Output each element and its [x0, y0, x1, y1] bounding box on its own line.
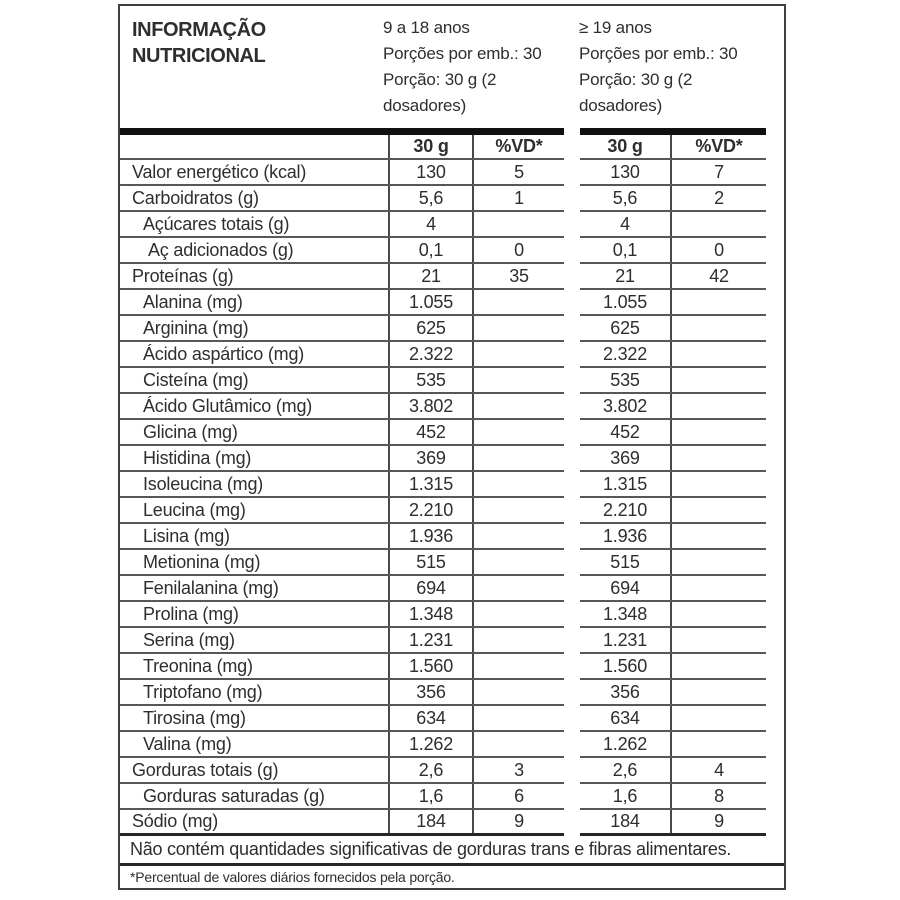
- amount-cell-group2: 2.322: [602, 343, 648, 364]
- dv-cell-group1: [472, 212, 564, 236]
- dv-cell-group2: [670, 316, 766, 340]
- table-row: [120, 628, 784, 654]
- row-label: Triptofano (mg): [143, 681, 263, 702]
- dv-cell-group2: [670, 706, 766, 730]
- table-row: [120, 472, 784, 498]
- amount-cell-group2: 515: [610, 551, 640, 572]
- nutrition-label: [118, 4, 786, 890]
- row-label: Tirosina (mg): [143, 707, 246, 728]
- dv-cell-group2: [670, 472, 766, 496]
- amount-cell-group1: 356: [388, 680, 472, 704]
- dv-cell-group2: 2: [670, 186, 766, 210]
- dv-cell-group1: [472, 654, 564, 678]
- dv-cell-group1: 3: [472, 758, 564, 782]
- amount-cell-group1: 1.348: [388, 602, 472, 626]
- dv-cell-group2: 7: [670, 160, 766, 184]
- row-label: Leucina (mg): [143, 499, 246, 520]
- table-row: [120, 394, 784, 420]
- row-label: Aç adicionados (g): [148, 239, 294, 260]
- amount-cell-group1: 1.936: [388, 524, 472, 548]
- amount-cell-group2: 1.055: [602, 291, 648, 312]
- dv-cell-group2: 8: [670, 784, 766, 808]
- dv-cell-group1: [472, 446, 564, 470]
- amount-cell-group1: 535: [388, 368, 472, 392]
- dv-cell-group1: [472, 576, 564, 600]
- table-row: [120, 758, 784, 784]
- row-label: Metionina (mg): [143, 551, 261, 572]
- amount-cell-group2: 625: [610, 317, 640, 338]
- dv-cell-group1: [472, 498, 564, 522]
- divider-bar-left: [120, 128, 564, 135]
- table-row: [120, 160, 784, 186]
- table-row: [120, 420, 784, 446]
- row-label: Fenilalanina (mg): [143, 577, 279, 598]
- dv-cell-group2: 4: [670, 758, 766, 782]
- row-label: Lisina (mg): [143, 525, 230, 546]
- daily-values-footnote: *Percentual de valores diários fornecidos pela porção.: [130, 869, 455, 885]
- column-header-amount-2: 30 g: [607, 136, 643, 156]
- amount-cell-group1: 2.210: [388, 498, 472, 522]
- dv-cell-group2: [670, 420, 766, 444]
- dv-cell-group1: [472, 628, 564, 652]
- age-group-1-portion: Porção: 30 g (2 dosadores): [383, 70, 497, 115]
- label-header: [120, 6, 784, 128]
- row-label: Sódio (mg): [132, 811, 219, 831]
- amount-cell-group1: 634: [388, 706, 472, 730]
- dv-cell-group2: 0: [670, 238, 766, 262]
- row-label: Carboidratos (g): [132, 187, 259, 208]
- dv-cell-group1: [472, 524, 564, 548]
- row-label: Histidina (mg): [143, 447, 252, 468]
- row-label: Gorduras totais (g): [132, 759, 279, 780]
- dv-cell-group1: 5: [472, 160, 564, 184]
- amount-cell-group1: 130: [388, 160, 472, 184]
- amount-cell-group2: 21: [615, 265, 635, 286]
- amount-cell-group1: 1.231: [388, 628, 472, 652]
- dv-cell-group2: [670, 576, 766, 600]
- age-group-1-header: [383, 15, 563, 119]
- amount-cell-group2: 5,6: [612, 187, 638, 208]
- table-row: [120, 524, 784, 550]
- dv-cell-group2: [670, 732, 766, 756]
- dv-cell-group1: [472, 394, 564, 418]
- amount-cell-group2: 452: [610, 421, 640, 442]
- table-row: [120, 550, 784, 576]
- amount-cell-group2: 1.231: [602, 629, 648, 650]
- table-row: [120, 212, 784, 238]
- amount-cell-group1: 5,6: [388, 186, 472, 210]
- table-row: [120, 654, 784, 680]
- amount-cell-group1: 0,1: [388, 238, 472, 262]
- row-label: Arginina (mg): [143, 317, 249, 338]
- amount-cell-group2: 1.315: [602, 473, 648, 494]
- dv-cell-group1: 35: [472, 264, 564, 288]
- amount-cell-group1: 1.055: [388, 290, 472, 314]
- amount-cell-group2: 4: [620, 213, 630, 234]
- dv-cell-group1: [472, 368, 564, 392]
- amount-cell-group2: 1,6: [612, 785, 638, 806]
- divider-bar-gap: [564, 128, 580, 135]
- amount-cell-group1: 21: [388, 264, 472, 288]
- amount-cell-group2: 3.802: [602, 395, 648, 416]
- amount-cell-group2: 1.936: [602, 525, 648, 546]
- column-header-amount-1: 30 g: [388, 135, 472, 158]
- age-group-1-servings: Porções por emb.: 30: [383, 44, 542, 63]
- amount-cell-group2: 535: [610, 369, 640, 390]
- row-label: Gorduras saturadas (g): [143, 785, 325, 806]
- amount-cell-group1: 694: [388, 576, 472, 600]
- dv-cell-group2: [670, 524, 766, 548]
- age-group-1-range: 9 a 18 anos: [383, 18, 470, 37]
- table-row: [120, 680, 784, 706]
- row-label: Glicina (mg): [143, 421, 238, 442]
- row-label: Ácido Glutâmico (mg): [143, 395, 313, 416]
- amount-cell-group2: 2,6: [612, 759, 638, 780]
- dv-cell-group2: [670, 654, 766, 678]
- dv-cell-group1: [472, 680, 564, 704]
- row-label: Açúcares totais (g): [143, 213, 290, 234]
- dv-cell-group2: [670, 498, 766, 522]
- age-group-2-header: [579, 15, 759, 119]
- dv-cell-group1: [472, 420, 564, 444]
- dv-cell-group2: [670, 628, 766, 652]
- dv-cell-group1: [472, 550, 564, 574]
- amount-cell-group2: 1.560: [602, 655, 648, 676]
- amount-cell-group2: 634: [610, 707, 640, 728]
- dv-cell-group1: [472, 602, 564, 626]
- amount-cell-group1: 2,6: [388, 758, 472, 782]
- age-group-2-range: ≥ 19 anos: [579, 18, 652, 37]
- row-label: Treonina (mg): [143, 655, 253, 676]
- row-label: Prolina (mg): [143, 603, 239, 624]
- no-significant-amounts-note: Não contém quantidades significativas de gorduras trans e fibras alimentares.: [120, 836, 784, 866]
- divider-bar-tail: [766, 128, 784, 135]
- column-header-spacer: [120, 135, 388, 158]
- dv-cell-group1: 1: [472, 186, 564, 210]
- row-label: Cisteína (mg): [143, 369, 249, 390]
- row-label: Alanina (mg): [143, 291, 243, 312]
- table-row: [120, 706, 784, 732]
- dv-cell-group2: 9: [670, 810, 766, 833]
- dv-cell-group1: 6: [472, 784, 564, 808]
- table-row: [120, 732, 784, 758]
- table-row: [120, 316, 784, 342]
- dv-cell-group2: 42: [670, 264, 766, 288]
- amount-cell-group2: 1.262: [602, 733, 648, 754]
- dv-cell-group2: [670, 394, 766, 418]
- dv-cell-group2: [670, 342, 766, 366]
- table-row: [120, 290, 784, 316]
- table-row: [120, 342, 784, 368]
- table-row: [120, 264, 784, 290]
- table-row: [120, 446, 784, 472]
- amount-cell-group1: 1.262: [388, 732, 472, 756]
- amount-cell-group1: 369: [388, 446, 472, 470]
- amount-cell-group1: 3.802: [388, 394, 472, 418]
- amount-cell-group2: 694: [610, 577, 640, 598]
- age-group-2-servings: Porções por emb.: 30: [579, 44, 738, 63]
- column-header-row: [120, 135, 784, 160]
- dv-cell-group1: [472, 706, 564, 730]
- amount-cell-group1: 2.322: [388, 342, 472, 366]
- row-label: Valor energético (kcal): [132, 161, 307, 182]
- amount-cell-group1: 1.560: [388, 654, 472, 678]
- table-row: [120, 602, 784, 628]
- dv-cell-group2: [670, 602, 766, 626]
- amount-cell-group2: 356: [610, 681, 640, 702]
- divider-bar-row: [120, 128, 784, 135]
- column-header-dv-1: %VD*: [472, 135, 564, 158]
- row-label: Proteínas (g): [132, 265, 234, 286]
- divider-bar-right: [580, 128, 766, 135]
- amount-cell-group2: 1.348: [602, 603, 648, 624]
- dv-cell-group2: [670, 550, 766, 574]
- amount-cell-group1: 1,6: [388, 784, 472, 808]
- dv-cell-group2: [670, 212, 766, 236]
- nutrition-title: INFORMAÇÃO NUTRICIONAL: [132, 19, 266, 67]
- amount-cell-group1: 452: [388, 420, 472, 444]
- table-row: [120, 784, 784, 810]
- age-group-2-portion: Porção: 30 g (2 dosadores): [579, 70, 693, 115]
- table-row: [120, 238, 784, 264]
- dv-cell-group2: [670, 368, 766, 392]
- amount-cell-group2: 184: [610, 811, 640, 831]
- dv-cell-group1: [472, 316, 564, 340]
- table-row: [120, 186, 784, 212]
- amount-cell-group2: 0,1: [612, 239, 638, 260]
- amount-cell-group2: 130: [610, 161, 640, 182]
- amount-cell-group1: 184: [388, 810, 472, 833]
- row-label: Valina (mg): [143, 733, 232, 754]
- dv-cell-group1: 0: [472, 238, 564, 262]
- dv-cell-group1: [472, 342, 564, 366]
- table-row: [120, 576, 784, 602]
- amount-cell-group1: 515: [388, 550, 472, 574]
- row-label: Ácido aspártico (mg): [143, 343, 305, 364]
- amount-cell-group1: 1.315: [388, 472, 472, 496]
- amount-cell-group1: 4: [388, 212, 472, 236]
- row-label: Isoleucina (mg): [143, 473, 264, 494]
- nutrition-table-rows: [120, 160, 784, 836]
- dv-cell-group1: [472, 732, 564, 756]
- dv-cell-group1: 9: [472, 810, 564, 833]
- dv-cell-group1: [472, 290, 564, 314]
- row-label: Serina (mg): [143, 629, 235, 650]
- dv-cell-group1: [472, 472, 564, 496]
- table-row: [120, 368, 784, 394]
- amount-cell-group2: 2.210: [602, 499, 648, 520]
- table-row: [120, 498, 784, 524]
- dv-cell-group2: [670, 446, 766, 470]
- dv-cell-group2: [670, 290, 766, 314]
- dv-cell-group2: [670, 680, 766, 704]
- table-row: [120, 810, 784, 836]
- amount-cell-group1: 625: [388, 316, 472, 340]
- amount-cell-group2: 369: [610, 447, 640, 468]
- column-header-dv-2: %VD*: [670, 135, 766, 158]
